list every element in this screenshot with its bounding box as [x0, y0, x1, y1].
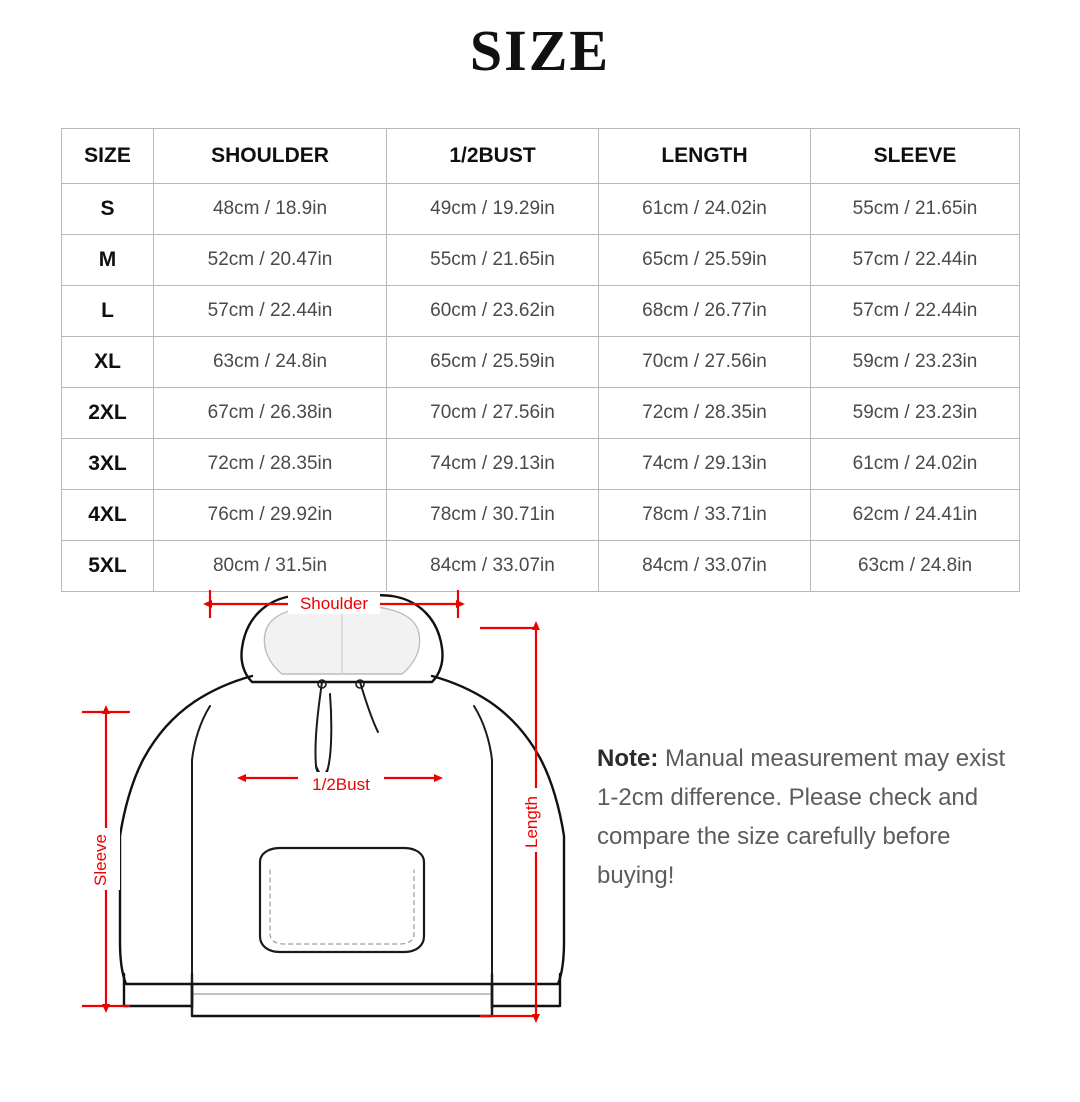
cell-length: 78cm / 33.71in — [599, 490, 811, 541]
column-header-shoulder: SHOULDER — [154, 129, 387, 184]
column-header-size: SIZE — [62, 129, 154, 184]
cell-shoulder: 80cm / 31.5in — [154, 541, 387, 592]
cell-bust: 60cm / 23.62in — [387, 286, 599, 337]
cell-shoulder: 72cm / 28.35in — [154, 439, 387, 490]
size-chart-table-container — [61, 128, 1019, 592]
cell-length: 65cm / 25.59in — [599, 235, 811, 286]
cell-length: 74cm / 29.13in — [599, 439, 811, 490]
table-row — [62, 337, 1020, 388]
note-block — [597, 740, 1027, 896]
cell-size: 2XL — [62, 388, 154, 439]
cell-size: L — [62, 286, 154, 337]
cell-bust: 84cm / 33.07in — [387, 541, 599, 592]
page-title: SIZE — [469, 18, 611, 83]
table-header-row — [62, 129, 1020, 184]
cell-length: 68cm / 26.77in — [599, 286, 811, 337]
note-label: Note: — [597, 745, 659, 772]
column-header-length: LENGTH — [599, 129, 811, 184]
cell-size: M — [62, 235, 154, 286]
cell-sleeve: 57cm / 22.44in — [811, 235, 1020, 286]
note-text: Manual measurement may exist 1-2cm difference. Please check and compare the size carefully before buying! — [597, 745, 1006, 889]
cell-bust: 55cm / 21.65in — [387, 235, 599, 286]
cell-length: 70cm / 27.56in — [599, 337, 811, 388]
cell-length: 72cm / 28.35in — [599, 388, 811, 439]
cell-length: 84cm / 33.07in — [599, 541, 811, 592]
cell-sleeve: 57cm / 22.44in — [811, 286, 1020, 337]
table-row — [62, 439, 1020, 490]
cell-sleeve: 62cm / 24.41in — [811, 490, 1020, 541]
cell-shoulder: 48cm / 18.9in — [154, 184, 387, 235]
size-chart-table — [61, 128, 1020, 592]
table-row — [62, 286, 1020, 337]
cell-shoulder: 57cm / 22.44in — [154, 286, 387, 337]
cell-size: XL — [62, 337, 154, 388]
cell-bust: 78cm / 30.71in — [387, 490, 599, 541]
cell-sleeve: 59cm / 23.23in — [811, 337, 1020, 388]
cell-bust: 70cm / 27.56in — [387, 388, 599, 439]
cell-shoulder: 67cm / 26.38in — [154, 388, 387, 439]
hoodie-measurement-diagram — [60, 570, 580, 1040]
cell-sleeve: 55cm / 21.65in — [811, 184, 1020, 235]
length-label-text: Length — [522, 796, 541, 848]
cell-shoulder: 76cm / 29.92in — [154, 490, 387, 541]
cell-shoulder: 63cm / 24.8in — [154, 337, 387, 388]
cell-size: 4XL — [62, 490, 154, 541]
half-bust-label-text: 1/2Bust — [312, 775, 370, 794]
sleeve-label-text: Sleeve — [91, 834, 110, 886]
cell-sleeve: 59cm / 23.23in — [811, 388, 1020, 439]
cell-sleeve: 61cm / 24.02in — [811, 439, 1020, 490]
table-row — [62, 490, 1020, 541]
cell-sleeve: 63cm / 24.8in — [811, 541, 1020, 592]
hoodie-illustration — [120, 595, 564, 1016]
cell-size: S — [62, 184, 154, 235]
cell-size: 5XL — [62, 541, 154, 592]
table-row — [62, 184, 1020, 235]
table-row — [62, 388, 1020, 439]
cell-length: 61cm / 24.02in — [599, 184, 811, 235]
cell-bust: 65cm / 25.59in — [387, 337, 599, 388]
shoulder-label-text: Shoulder — [299, 594, 369, 613]
column-header-sleeve: SLEEVE — [811, 129, 1020, 184]
cell-shoulder: 52cm / 20.47in — [154, 235, 387, 286]
table-row — [62, 235, 1020, 286]
cell-bust: 74cm / 29.13in — [387, 439, 599, 490]
column-header-bust: 1/2BUST — [387, 129, 599, 184]
cell-size: 3XL — [62, 439, 154, 490]
cell-bust: 49cm / 19.29in — [387, 184, 599, 235]
